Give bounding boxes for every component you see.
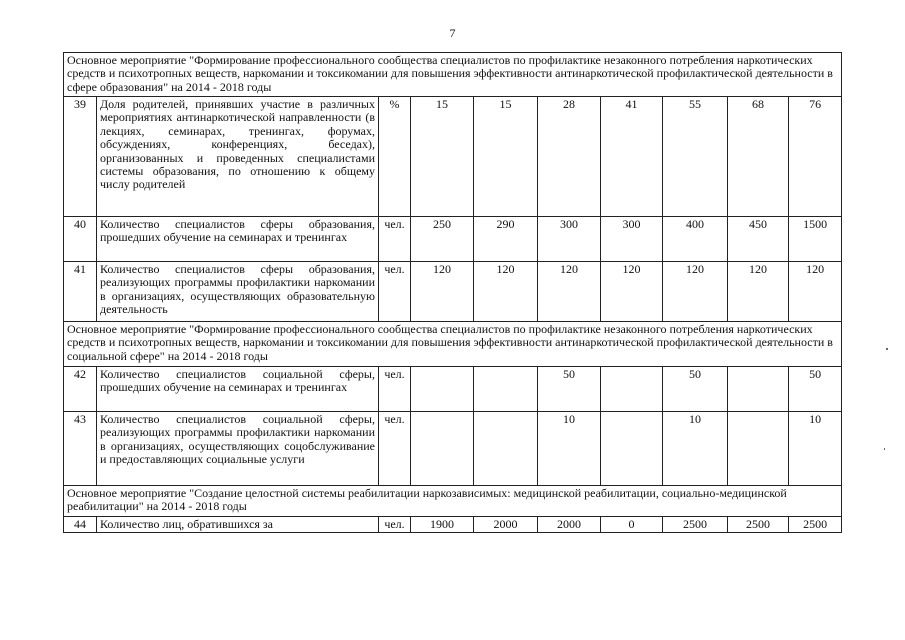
table-row	[64, 97, 842, 217]
row-description: Количество лиц, обратившихся за	[97, 517, 379, 533]
section-heading: Основное мероприятие "Формирование профессионального сообщества специалистов по профилактике незаконного потребления наркотических средств и психотропных веществ, наркомании и токсикомании для повышения эффективности антинаркотической профилактической деятельности в социальной сфере" на 2014 - 2018 годы	[64, 322, 842, 367]
value-cell: 50	[663, 367, 728, 412]
value-cell: 120	[538, 262, 601, 322]
value-cell: 50	[538, 367, 601, 412]
section-heading: Основное мероприятие "Формирование профессионального сообщества специалистов по профилактике незаконного потребления наркотических средств и психотропных веществ, наркомании и токсикомании для повышения эффективности антинаркотической профилактической деятельности в сфере образования" на 2014 - 2018 годы	[64, 53, 842, 97]
value-cell: 41	[601, 97, 663, 217]
value-cell: 400	[663, 217, 728, 262]
value-cell: 120	[601, 262, 663, 322]
value-cell: 450	[728, 217, 789, 262]
value-cell: 290	[474, 217, 538, 262]
indicators-table	[63, 52, 842, 533]
table-row	[64, 262, 842, 322]
value-cell: 2500	[663, 517, 728, 533]
value-cell: 300	[601, 217, 663, 262]
value-cell	[601, 412, 663, 486]
section-heading-row	[64, 53, 842, 97]
value-cell	[474, 367, 538, 412]
row-unit: чел.	[379, 517, 411, 533]
row-description: Количество специалистов сферы образования, реализующих программы профилактики наркомании в организациях, осуществляющих образовательную деятельность	[97, 262, 379, 322]
value-cell: 120	[411, 262, 474, 322]
table-row	[64, 217, 842, 262]
value-cell	[728, 412, 789, 486]
row-unit: чел.	[379, 367, 411, 412]
value-cell: 120	[663, 262, 728, 322]
value-cell	[728, 367, 789, 412]
value-cell	[411, 412, 474, 486]
row-unit: чел.	[379, 412, 411, 486]
value-cell: 120	[728, 262, 789, 322]
row-unit: чел.	[379, 217, 411, 262]
section-heading-row	[64, 486, 842, 517]
value-cell: 15	[411, 97, 474, 217]
row-unit: чел.	[379, 262, 411, 322]
value-cell: 15	[474, 97, 538, 217]
value-cell: 2500	[789, 517, 842, 533]
value-cell: 76	[789, 97, 842, 217]
row-description: Доля родителей, принявших участие в различных мероприятиях антинаркотической направленности (в лекциях, семинарах, тренингах, форумах, обсуждениях, конференциях, беседах), организованных и проведенных специалистами системы образования, по отношению к общему числу родителей	[97, 97, 379, 217]
table-row	[64, 367, 842, 412]
section-heading: Основное мероприятие "Создание целостной системы реабилитации наркозависимых: медицинской реабилитации, социально-медицинской реабилитации" на 2014 - 2018 годы	[64, 486, 842, 517]
value-cell: 10	[789, 412, 842, 486]
value-cell: 120	[789, 262, 842, 322]
row-number: 43	[64, 412, 97, 486]
value-cell: 1900	[411, 517, 474, 533]
value-cell: 1500	[789, 217, 842, 262]
value-cell	[474, 412, 538, 486]
value-cell: 28	[538, 97, 601, 217]
row-description: Количество специалистов социальной сферы, реализующих программы профилактики наркомании в организациях, осуществляющих соцобслуживание и предоставляющих социальные услуги	[97, 412, 379, 486]
value-cell: 2000	[474, 517, 538, 533]
page-number: 7	[449, 26, 456, 40]
row-number: 42	[64, 367, 97, 412]
value-cell: 50	[789, 367, 842, 412]
value-cell: 0	[601, 517, 663, 533]
row-number: 39	[64, 97, 97, 217]
table-row	[64, 517, 842, 533]
row-number: 44	[64, 517, 97, 533]
row-number: 41	[64, 262, 97, 322]
table-row	[64, 412, 842, 486]
row-description: Количество специалистов сферы образования, прошедших обучение на семинарах и тренингах	[97, 217, 379, 262]
value-cell: 300	[538, 217, 601, 262]
row-unit: %	[379, 97, 411, 217]
scan-speck	[886, 348, 888, 350]
value-cell: 250	[411, 217, 474, 262]
value-cell: 68	[728, 97, 789, 217]
value-cell: 2000	[538, 517, 601, 533]
value-cell: 10	[538, 412, 601, 486]
scan-speck	[884, 448, 885, 450]
row-description: Количество специалистов социальной сферы, прошедших обучение на семинарах и тренингах	[97, 367, 379, 412]
value-cell	[601, 367, 663, 412]
section-heading-row	[64, 322, 842, 367]
value-cell: 120	[474, 262, 538, 322]
row-number: 40	[64, 217, 97, 262]
value-cell	[411, 367, 474, 412]
value-cell: 2500	[728, 517, 789, 533]
value-cell: 55	[663, 97, 728, 217]
value-cell: 10	[663, 412, 728, 486]
